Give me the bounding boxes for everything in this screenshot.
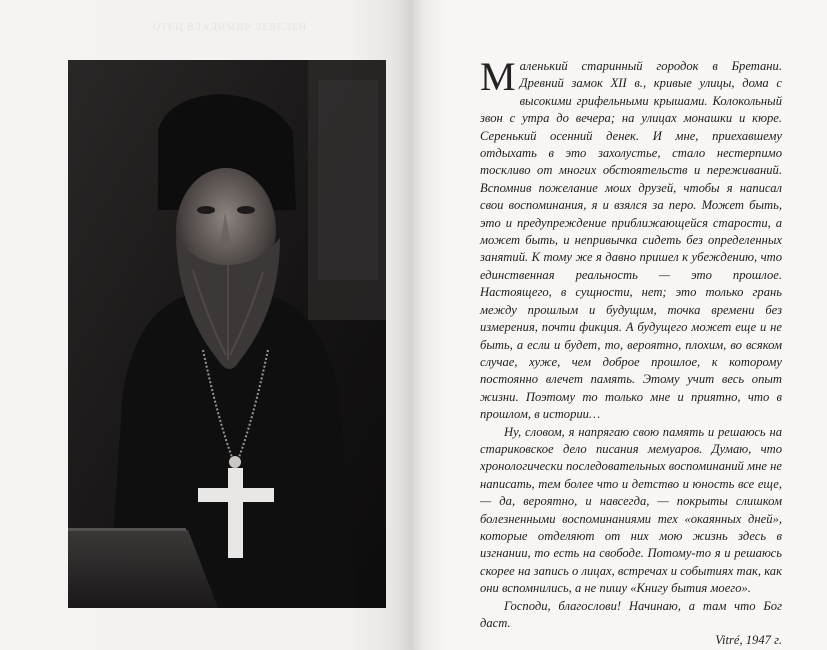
memoir-text bbox=[480, 54, 782, 650]
priest-portrait-photo bbox=[68, 60, 386, 608]
paragraph-1 bbox=[480, 54, 782, 424]
paragraph-2: Ну, словом, я напрягаю свою память и решаюсь на стариковское дело писания мемуаров. Думаю, что хронологически последовательных воспоминаний мне не написать, тем более что и детство и юность все еще, — да, вероятно, и навсегда, — покрыты слишком болезненными воспоминаниями тех «окаянных дней», которые отделяют от них мою жизнь здесь в изгнании, то есть на свободе. Потому-то я и решаюсь скорее на запись о лицах, встречах и событиях так, как они вспомнились, а не пишу «Книгу бытия моего». bbox=[480, 424, 782, 596]
ghost-header: ОТЕЦ ВЛАДИМИР ЛЕВЕЛЕН bbox=[152, 22, 308, 33]
paragraph-3: Господи, благослови! Начинаю, а там что Бог даст. bbox=[480, 598, 782, 630]
left-page bbox=[0, 0, 410, 650]
cross-ring bbox=[229, 456, 241, 468]
portrait-illustration bbox=[68, 60, 386, 608]
place-date-signature: Vitré, 1947 г. bbox=[715, 633, 782, 648]
dropcap-letter: М bbox=[480, 54, 516, 99]
paragraph-1-text: аленький старинный городок в Бретани. Древний замок XII в., кривые улицы, дома с высокими грифельными крышами. Колокольный звон с утра до вечера; на улицах монашки и кюре. Серенький осенний денек. И мне, приехавшему отдыхать в это захолустье, стало нестерпимо тоскливо от многих обстоятельств и переживаний. Вспомнив пожелание моих друзей, чтобы я написал свои воспоминания, я и взялся за перо. Может быть, это и предупреждение приближающейся старости, а может быть, и непривычка сидеть без определенных занятий. К тому же я давно пришел к убеждению, что единственная реальность — это прошлое. Настоящего, в сущности, нет; это только грань между прошлым и будущим, точка времени без измерения, почти фикция. А будущего может еще и не быть, а если и будет, то, вероятно, плохим, во всяком случае, хуже, чем доброе прошлое, к которому постоянно влечет память. Этому учит весь опыт жизни. Поэтому то только мне и приятно, что в прошлом, в истории… bbox=[480, 59, 782, 422]
